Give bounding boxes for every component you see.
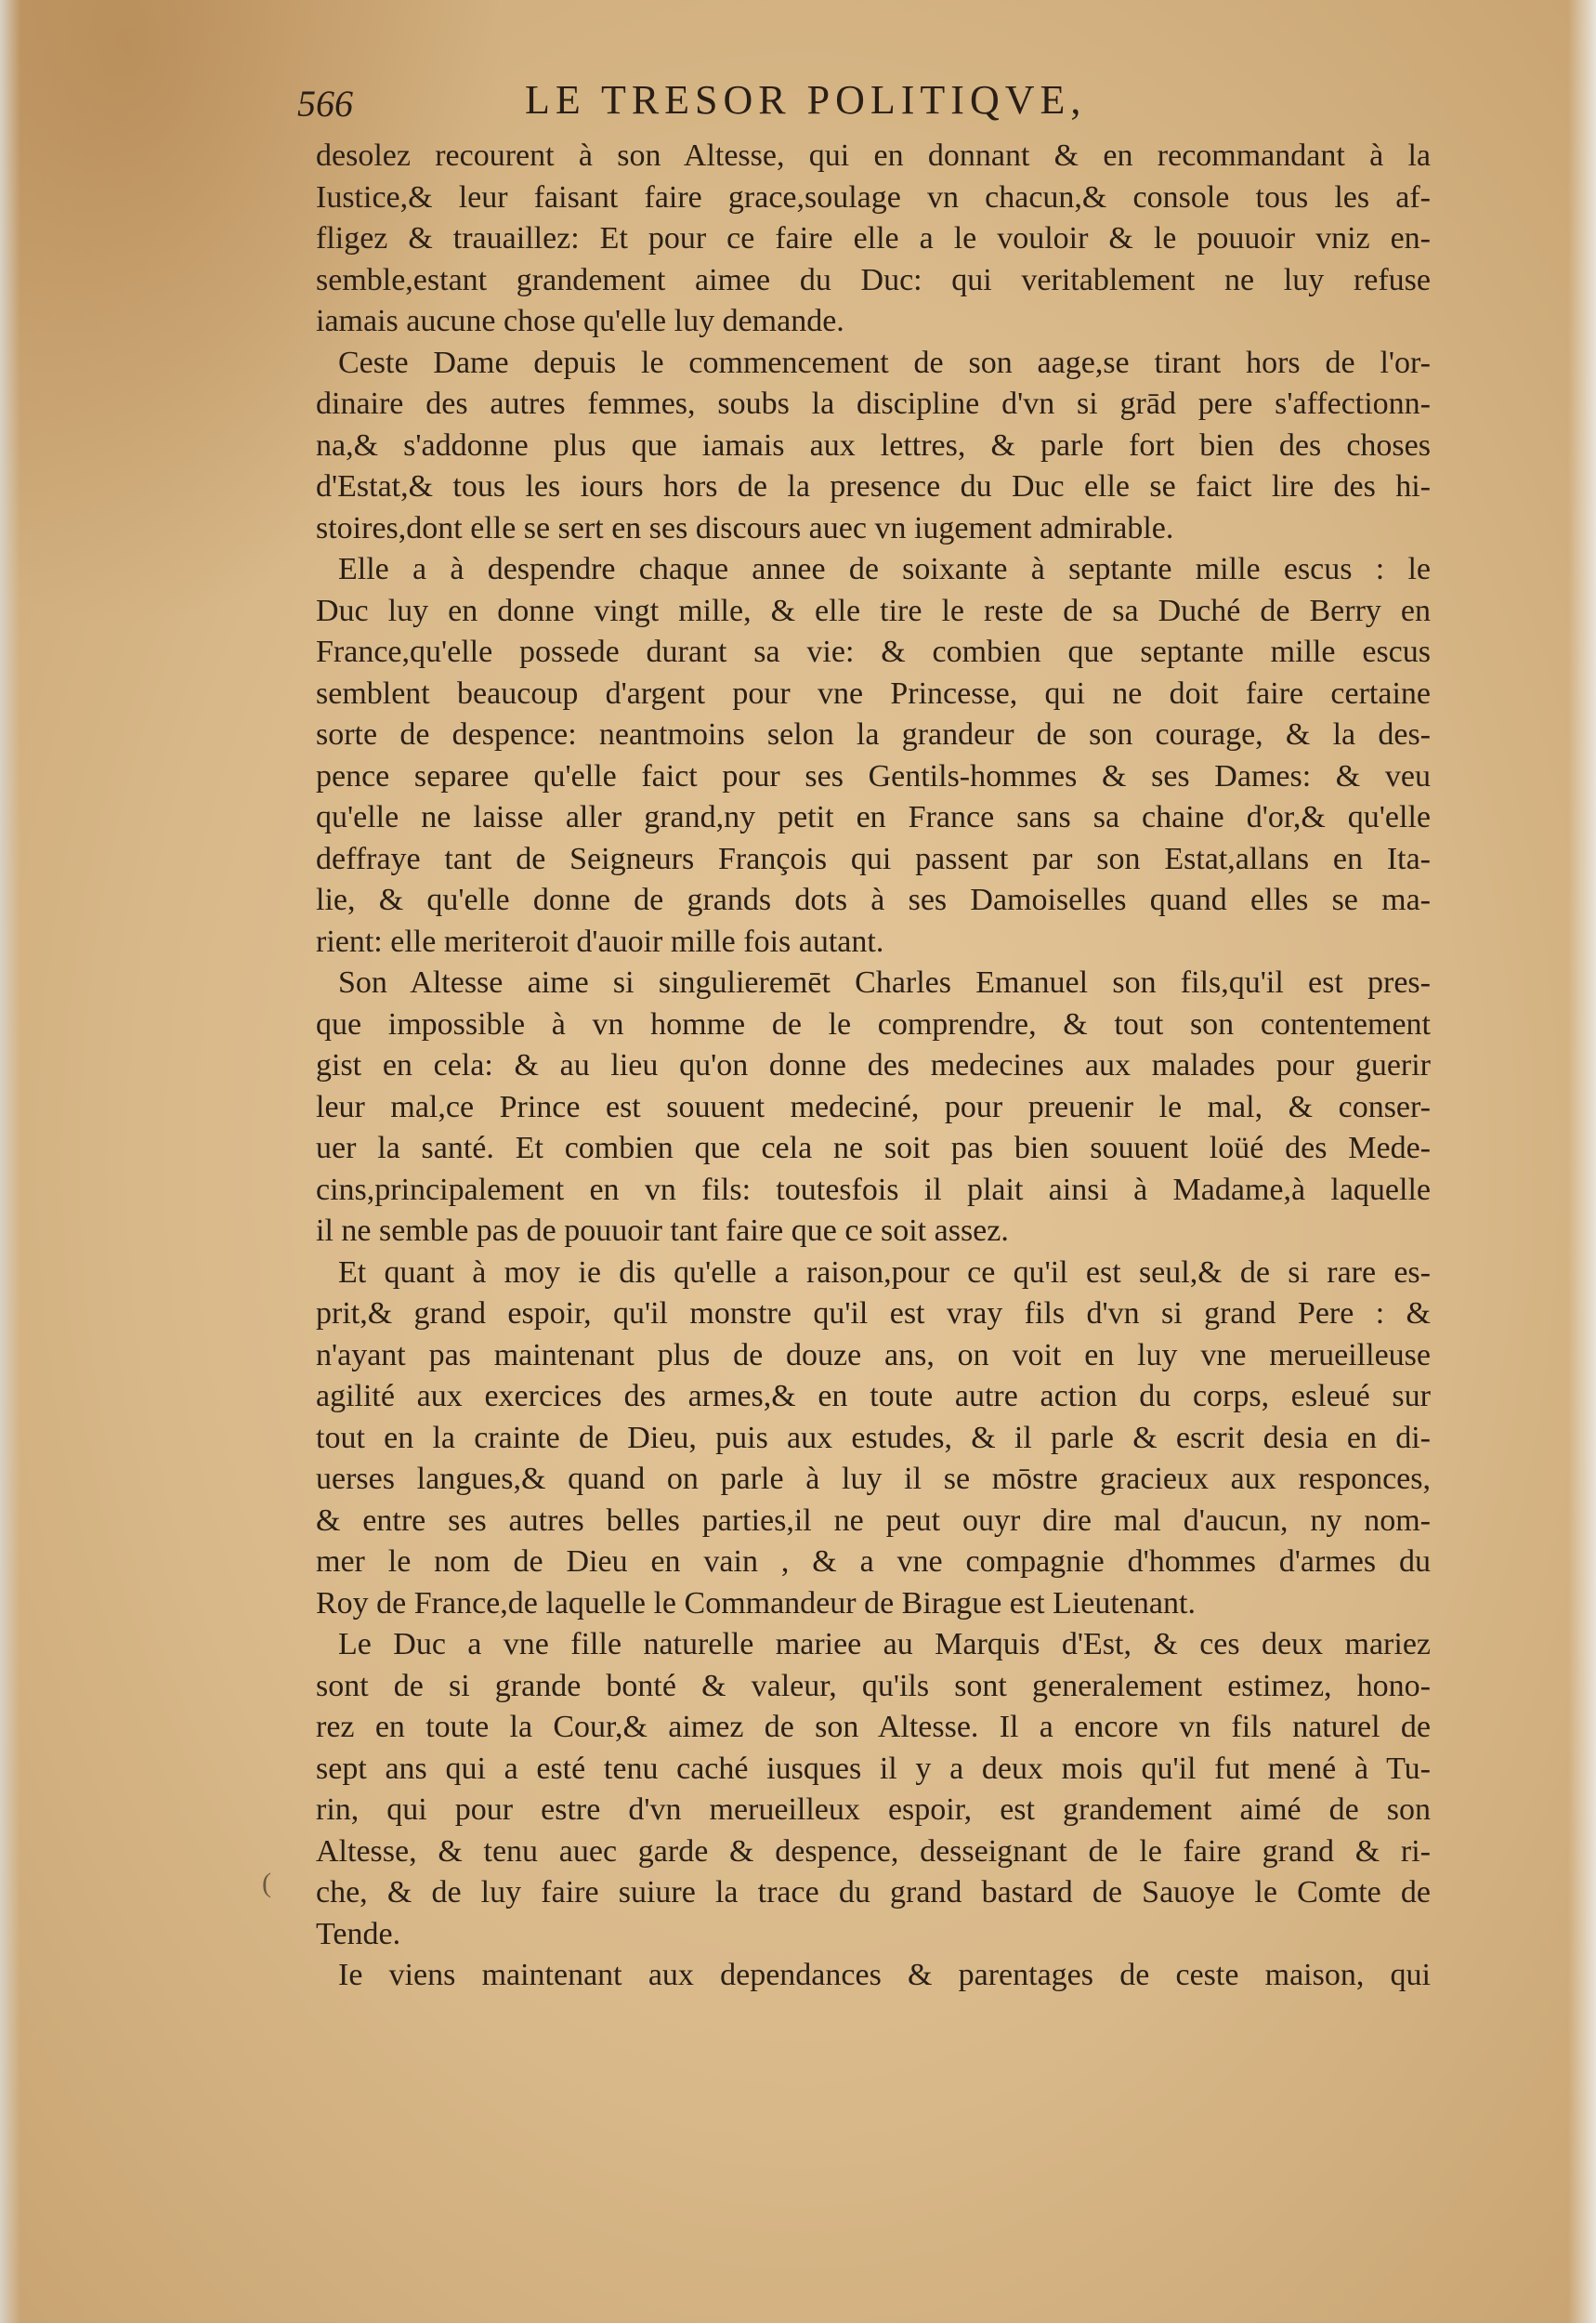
text-line: d'Estat,& tous les iours hors de la presence du Duc elle se faict lire des hi- — [316, 469, 1431, 504]
text-line: fligez & trauaillez: Et pour ce faire elle a le vouloir & le pouuoir vniz en- — [316, 221, 1431, 256]
text-line: stoires,dont elle se sert en ses discours auec vn iugement admirable. — [316, 510, 1174, 545]
text-line: cins,principalement en vn fils: toutesfois il plait ainsi à Madame,à laquelle — [316, 1172, 1431, 1207]
text-line: France,qu'elle possede durant sa vie: & combien que septante mille escus — [316, 635, 1431, 669]
text-line: rient: elle meriteroit d'auoir mille fois autant. — [316, 924, 884, 959]
text-line: sont de si grande bonté & valeur, qu'ils sont generalement estimez, hono- — [316, 1668, 1431, 1703]
text-line: prit,& grand espoir, qu'il monstre qu'il est vray fils d'vn si grand Pere : & — [316, 1296, 1431, 1331]
page-number: 566 — [297, 83, 353, 125]
text-line: semble,estant grandement aimee du Duc: qui veritablement ne luy refuse — [316, 262, 1431, 297]
text-line: rin, qui pour estre d'vn merueilleux espoir, est grandement aimé de son — [316, 1792, 1431, 1827]
text-line: che, & de luy faire suiure la trace du grand bastard de Sauoye le Comte de — [316, 1875, 1431, 1910]
text-line: Roy de France,de laquelle le Commandeur de Birague est Lieutenant. — [316, 1585, 1196, 1621]
body-text — [316, 136, 1431, 1997]
paragraph — [316, 343, 1431, 550]
text-line: Altesse, & tenu auec garde & despence, desseignant de le faire grand & ri- — [316, 1833, 1431, 1869]
text-line: lie, & qu'elle donne de grands dots à ses Damoiselles quand elles se ma- — [316, 883, 1431, 917]
text-line: semblent beaucoup d'argent pour vne Princesse, qui ne doit faire certaine — [316, 676, 1431, 711]
text-line: n'ayant pas maintenant plus de douze ans, on voit en luy vne merueilleuse — [316, 1337, 1431, 1372]
text-line: leur mal,ce Prince est souuent medeciné, pour preuenir le mal, & conser- — [316, 1089, 1431, 1124]
text-line: Iustice,& leur faisant faire grace,soulage vn chacun,& console tous les af- — [316, 179, 1431, 215]
text-line: iamais aucune chose qu'elle luy demande. — [316, 304, 844, 338]
paragraph — [316, 1253, 1431, 1625]
text-line: qu'elle ne laisse aller grand,ny petit en France sans sa chaine d'or,& qu'elle — [316, 800, 1431, 834]
text-line: Tende. — [316, 1916, 401, 1951]
paragraph — [316, 136, 1431, 343]
text-line: tout en la crainte de Dieu, puis aux estudes, & il parle & escrit desia en di- — [316, 1420, 1431, 1455]
paragraph — [316, 549, 1431, 963]
text-line: & entre ses autres belles parties,il ne peut ouyr dire mal d'aucun, ny nom- — [316, 1503, 1431, 1538]
text-line: Elle a à despendre chaque annee de soixante à septante mille escus : le — [338, 552, 1431, 586]
text-line: rez en toute la Cour,& aimez de son Altesse. Il a encore vn fils naturel de — [316, 1710, 1431, 1744]
text-line: que impossible à vn homme de le comprendre, & tout son contentement — [316, 1006, 1431, 1042]
margin-bracket-mark: ( — [262, 1868, 271, 1898]
text-line: Son Altesse aime si singulieremēt Charles Emanuel son fils,qu'il est pres- — [338, 965, 1431, 1000]
text-line: mer le nom de Dieu en vain , & a vne compagnie d'hommes d'armes du — [316, 1544, 1431, 1579]
page-header — [297, 76, 1449, 132]
running-title: LE TRESOR POLITIQVE, — [525, 77, 1087, 123]
text-line: Et quant à moy ie dis qu'elle a raison,pour ce qu'il est seul,& de si rare es- — [338, 1254, 1431, 1290]
text-line: uerses langues,& quand on parle à luy il se mōstre gracieux aux responces, — [316, 1462, 1431, 1496]
text-line: Ie viens maintenant aux dependances & parentages de ceste maison, qui — [338, 1958, 1431, 1992]
text-line: Le Duc a vne fille naturelle mariee au Marquis d'Est, & ces deux mariez — [338, 1627, 1431, 1661]
text-line: na,& s'addonne plus que iamais aux lettres, & parle fort bien des choses — [316, 427, 1431, 463]
text-line: Ceste Dame depuis le commencement de son aage,se tirant hors de l'or- — [338, 345, 1431, 380]
paragraph — [316, 963, 1431, 1253]
text-line: sorte de despence: neantmoins selon la grandeur de son courage, & la des- — [316, 717, 1431, 752]
paragraph — [316, 1955, 1431, 1997]
text-line: Duc luy en donne vingt mille, & elle tire le reste de sa Duché de Berry en — [316, 593, 1431, 628]
text-line: uer la santé. Et combien que cela ne soit pas bien souuent loüé des Mede- — [316, 1131, 1431, 1165]
text-line: dinaire des autres femmes, soubs la discipline d'vn si grād pere s'affectionn- — [316, 387, 1431, 421]
text-line: deffraye tant de Seigneurs François qui passent par son Estat,allans en Ita- — [316, 841, 1431, 876]
text-line: agilité aux exercices des armes,& en toute autre action du corps, esleué sur — [316, 1379, 1431, 1413]
text-line: desolez recourent à son Altesse, qui en donnant & en recommandant à la — [316, 138, 1431, 173]
text-line: pence separee qu'elle faict pour ses Gentils-hommes & ses Dames: & veu — [316, 758, 1431, 794]
text-line: il ne semble pas de pouuoir tant faire que ce soit assez. — [316, 1214, 1009, 1248]
text-line: gist en cela: & au lieu qu'on donne des medecines aux malades pour guerir — [316, 1048, 1431, 1083]
paragraph — [316, 1624, 1431, 1955]
text-line: sept ans qui a esté tenu caché iusques il y a deux mois qu'il fut mené à Tu- — [316, 1751, 1431, 1786]
